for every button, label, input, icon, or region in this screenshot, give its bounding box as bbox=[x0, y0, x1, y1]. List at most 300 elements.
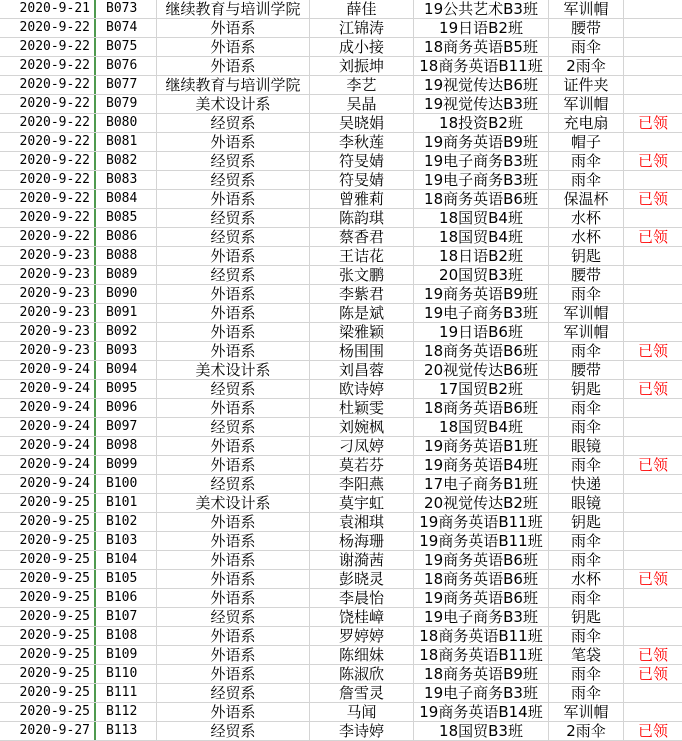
department-cell[interactable]: 外语系 bbox=[157, 532, 310, 550]
table-row bbox=[0, 228, 682, 247]
name-cell[interactable]: 刘婉枫 bbox=[310, 418, 414, 436]
class-cell[interactable]: 17国贸B2班 bbox=[414, 380, 549, 398]
table-row bbox=[0, 551, 682, 570]
date-cell[interactable]: 2020-9-22 bbox=[0, 209, 96, 227]
item-cell[interactable]: 雨伞 bbox=[549, 152, 624, 170]
date-cell[interactable]: 2020-9-25 bbox=[0, 703, 96, 721]
date-cell[interactable]: 2020-9-22 bbox=[0, 228, 96, 246]
name-cell[interactable]: 马闻 bbox=[310, 703, 414, 721]
status-cell[interactable] bbox=[624, 608, 682, 626]
status-cell[interactable]: 已领 bbox=[637, 380, 668, 398]
table-row bbox=[0, 475, 682, 494]
code-cell[interactable]: B106 bbox=[96, 589, 157, 607]
item-cell[interactable]: 雨伞 bbox=[549, 532, 624, 550]
item-cell[interactable]: 雨伞 bbox=[549, 38, 624, 56]
class-cell[interactable]: 19商务英语B11班 bbox=[414, 513, 549, 531]
date-cell[interactable]: 2020-9-22 bbox=[0, 190, 96, 208]
date-cell[interactable]: 2020-9-23 bbox=[0, 266, 96, 284]
code-cell[interactable]: B112 bbox=[96, 703, 157, 721]
department-cell[interactable]: 经贸系 bbox=[157, 152, 310, 170]
date-cell[interactable]: 2020-9-22 bbox=[0, 133, 96, 151]
department-cell[interactable]: 外语系 bbox=[157, 38, 310, 56]
code-cell[interactable]: B076 bbox=[96, 57, 157, 75]
class-cell[interactable]: 19商务英语B4班 bbox=[414, 456, 549, 474]
name-cell[interactable]: 莫若芬 bbox=[310, 456, 414, 474]
name-cell[interactable]: 符旻婧 bbox=[310, 152, 414, 170]
date-cell[interactable]: 2020-9-25 bbox=[0, 684, 96, 702]
date-cell[interactable]: 2020-9-22 bbox=[0, 114, 96, 132]
date-cell[interactable]: 2020-9-25 bbox=[0, 532, 96, 550]
item-cell[interactable]: 雨伞 bbox=[549, 418, 624, 436]
class-cell[interactable]: 19电子商务B3班 bbox=[414, 684, 549, 702]
name-cell[interactable]: 刘振坤 bbox=[310, 57, 414, 75]
table-row bbox=[0, 494, 682, 513]
date-cell[interactable]: 2020-9-24 bbox=[0, 437, 96, 455]
item-cell[interactable]: 军训帽 bbox=[549, 0, 624, 18]
department-cell[interactable]: 外语系 bbox=[157, 399, 310, 417]
item-cell[interactable]: 腰带 bbox=[549, 19, 624, 37]
status-cell[interactable] bbox=[624, 95, 682, 113]
table-row bbox=[0, 247, 682, 266]
class-cell[interactable]: 18商务英语B6班 bbox=[414, 399, 549, 417]
code-cell[interactable]: B077 bbox=[96, 76, 157, 94]
item-cell[interactable]: 雨伞 bbox=[549, 551, 624, 569]
item-cell[interactable]: 雨伞 bbox=[549, 171, 624, 189]
table-row bbox=[0, 285, 682, 304]
department-cell[interactable]: 外语系 bbox=[157, 456, 310, 474]
department-cell[interactable]: 外语系 bbox=[157, 57, 310, 75]
name-cell[interactable]: 杜颖雯 bbox=[310, 399, 414, 417]
code-cell[interactable]: B098 bbox=[96, 437, 157, 455]
class-cell[interactable]: 19商务英语B9班 bbox=[414, 285, 549, 303]
name-cell[interactable]: 梁雅颖 bbox=[310, 323, 414, 341]
code-cell[interactable]: B093 bbox=[96, 342, 157, 360]
code-cell[interactable]: B079 bbox=[96, 95, 157, 113]
item-cell[interactable]: 证件夹 bbox=[549, 76, 624, 94]
department-cell[interactable]: 外语系 bbox=[157, 589, 310, 607]
item-cell[interactable]: 钥匙 bbox=[549, 380, 624, 398]
table-row bbox=[0, 0, 682, 19]
code-cell[interactable]: B113 bbox=[96, 722, 157, 740]
item-cell[interactable]: 雨伞 bbox=[549, 665, 624, 683]
code-cell[interactable]: B096 bbox=[96, 399, 157, 417]
item-cell[interactable]: 笔袋 bbox=[549, 646, 624, 664]
code-cell[interactable]: B075 bbox=[96, 38, 157, 56]
date-cell[interactable]: 2020-9-25 bbox=[0, 608, 96, 626]
date-cell[interactable]: 2020-9-25 bbox=[0, 665, 96, 683]
class-cell[interactable]: 18商务英语B6班 bbox=[414, 190, 549, 208]
class-cell[interactable]: 18国贸B4班 bbox=[414, 418, 549, 436]
item-cell[interactable]: 军训帽 bbox=[549, 304, 624, 322]
date-cell[interactable]: 2020-9-22 bbox=[0, 76, 96, 94]
status-cell[interactable] bbox=[624, 133, 682, 151]
item-cell[interactable]: 钥匙 bbox=[549, 513, 624, 531]
date-cell[interactable]: 2020-9-23 bbox=[0, 304, 96, 322]
department-cell[interactable]: 继续教育与培训学院 bbox=[157, 76, 310, 94]
item-cell[interactable]: 雨伞 bbox=[549, 342, 624, 360]
item-cell[interactable]: 2雨伞 bbox=[549, 722, 624, 740]
department-cell[interactable]: 外语系 bbox=[157, 342, 310, 360]
date-cell[interactable]: 2020-9-23 bbox=[0, 285, 96, 303]
department-cell[interactable]: 外语系 bbox=[157, 703, 310, 721]
code-cell[interactable]: B089 bbox=[96, 266, 157, 284]
class-cell[interactable]: 18商务英语B11班 bbox=[414, 627, 549, 645]
department-cell[interactable]: 外语系 bbox=[157, 551, 310, 569]
code-cell[interactable]: B108 bbox=[96, 627, 157, 645]
code-cell[interactable]: B073 bbox=[96, 0, 157, 18]
department-cell[interactable]: 经贸系 bbox=[157, 475, 310, 493]
class-cell[interactable]: 19电子商务B3班 bbox=[414, 152, 549, 170]
status-cell[interactable]: 已领 bbox=[637, 114, 668, 132]
table-row bbox=[0, 532, 682, 551]
name-cell[interactable]: 彭晓灵 bbox=[310, 570, 414, 588]
table-row bbox=[0, 722, 682, 741]
department-cell[interactable]: 外语系 bbox=[157, 665, 310, 683]
status-cell[interactable] bbox=[624, 171, 682, 189]
class-cell[interactable]: 18商务英语B9班 bbox=[414, 665, 549, 683]
name-cell[interactable]: 李紫君 bbox=[310, 285, 414, 303]
code-cell[interactable]: B085 bbox=[96, 209, 157, 227]
class-cell[interactable]: 19电子商务B3班 bbox=[414, 304, 549, 322]
status-cell[interactable] bbox=[624, 703, 682, 721]
table-row bbox=[0, 684, 682, 703]
date-cell[interactable]: 2020-9-22 bbox=[0, 152, 96, 170]
table-row bbox=[0, 209, 682, 228]
name-cell[interactable]: 薛佳 bbox=[310, 0, 414, 18]
class-cell[interactable]: 19日语B2班 bbox=[414, 19, 549, 37]
item-cell[interactable]: 军训帽 bbox=[549, 95, 624, 113]
date-cell[interactable]: 2020-9-25 bbox=[0, 570, 96, 588]
status-cell[interactable]: 已领 bbox=[637, 228, 668, 246]
class-cell[interactable]: 18商务英语B6班 bbox=[414, 570, 549, 588]
item-cell[interactable]: 快递 bbox=[549, 475, 624, 493]
status-cell[interactable] bbox=[624, 323, 682, 341]
department-cell[interactable]: 外语系 bbox=[157, 19, 310, 37]
status-cell[interactable]: 已领 bbox=[637, 190, 668, 208]
status-cell[interactable]: 已领 bbox=[637, 665, 668, 683]
department-cell[interactable]: 经贸系 bbox=[157, 209, 310, 227]
code-cell[interactable]: B080 bbox=[96, 114, 157, 132]
code-cell[interactable]: B084 bbox=[96, 190, 157, 208]
date-cell[interactable]: 2020-9-25 bbox=[0, 589, 96, 607]
table-row bbox=[0, 38, 682, 57]
item-cell[interactable]: 雨伞 bbox=[549, 456, 624, 474]
item-cell[interactable]: 水杯 bbox=[549, 228, 624, 246]
name-cell[interactable]: 谢漪茜 bbox=[310, 551, 414, 569]
date-cell[interactable]: 2020-9-25 bbox=[0, 513, 96, 531]
class-cell[interactable]: 20视觉传达B2班 bbox=[414, 494, 549, 512]
date-cell[interactable]: 2020-9-25 bbox=[0, 646, 96, 664]
name-cell[interactable]: 陈细妹 bbox=[310, 646, 414, 664]
class-cell[interactable]: 19视觉传达B6班 bbox=[414, 76, 549, 94]
department-cell[interactable]: 经贸系 bbox=[157, 684, 310, 702]
class-cell[interactable]: 19视觉传达B3班 bbox=[414, 95, 549, 113]
item-cell[interactable]: 2雨伞 bbox=[549, 57, 624, 75]
status-cell[interactable] bbox=[624, 551, 682, 569]
name-cell[interactable]: 王诘花 bbox=[310, 247, 414, 265]
item-cell[interactable]: 钥匙 bbox=[549, 608, 624, 626]
code-cell[interactable]: B105 bbox=[96, 570, 157, 588]
item-cell[interactable]: 雨伞 bbox=[549, 399, 624, 417]
name-cell[interactable]: 饶桂嶂 bbox=[310, 608, 414, 626]
status-cell[interactable]: 已领 bbox=[637, 570, 668, 588]
name-cell[interactable]: 刘昌蓉 bbox=[310, 361, 414, 379]
status-cell[interactable] bbox=[624, 437, 682, 455]
code-cell[interactable]: B100 bbox=[96, 475, 157, 493]
class-cell[interactable]: 20视觉传达B6班 bbox=[414, 361, 549, 379]
status-cell[interactable] bbox=[624, 0, 682, 18]
department-cell[interactable]: 外语系 bbox=[157, 133, 310, 151]
status-cell[interactable]: 已领 bbox=[637, 456, 668, 474]
department-cell[interactable]: 外语系 bbox=[157, 627, 310, 645]
name-cell[interactable]: 成小接 bbox=[310, 38, 414, 56]
item-cell[interactable]: 水杯 bbox=[549, 570, 624, 588]
table-row bbox=[0, 399, 682, 418]
date-cell[interactable]: 2020-9-23 bbox=[0, 247, 96, 265]
name-cell[interactable]: 欧诗婷 bbox=[310, 380, 414, 398]
name-cell[interactable]: 袁湘琪 bbox=[310, 513, 414, 531]
department-cell[interactable]: 经贸系 bbox=[157, 266, 310, 284]
name-cell[interactable]: 杨围围 bbox=[310, 342, 414, 360]
date-cell[interactable]: 2020-9-22 bbox=[0, 38, 96, 56]
code-cell[interactable]: B092 bbox=[96, 323, 157, 341]
class-cell[interactable]: 19商务英语B11班 bbox=[414, 532, 549, 550]
status-cell[interactable] bbox=[624, 361, 682, 379]
status-cell[interactable] bbox=[624, 475, 682, 493]
class-cell[interactable]: 19商务英语B14班 bbox=[414, 703, 549, 721]
code-cell[interactable]: B090 bbox=[96, 285, 157, 303]
class-cell[interactable]: 20国贸B3班 bbox=[414, 266, 549, 284]
code-cell[interactable]: B107 bbox=[96, 608, 157, 626]
code-cell[interactable]: B097 bbox=[96, 418, 157, 436]
date-cell[interactable]: 2020-9-27 bbox=[0, 722, 96, 740]
date-cell[interactable]: 2020-9-25 bbox=[0, 494, 96, 512]
item-cell[interactable]: 保温杯 bbox=[549, 190, 624, 208]
status-cell[interactable] bbox=[624, 684, 682, 702]
code-cell[interactable]: B104 bbox=[96, 551, 157, 569]
item-cell[interactable]: 雨伞 bbox=[549, 589, 624, 607]
department-cell[interactable]: 继续教育与培训学院 bbox=[157, 0, 310, 18]
status-cell[interactable] bbox=[624, 57, 682, 75]
code-cell[interactable]: B103 bbox=[96, 532, 157, 550]
status-cell[interactable] bbox=[624, 532, 682, 550]
code-cell[interactable]: B109 bbox=[96, 646, 157, 664]
date-cell[interactable]: 2020-9-24 bbox=[0, 399, 96, 417]
class-cell[interactable]: 19商务英语B6班 bbox=[414, 589, 549, 607]
table-row bbox=[0, 361, 682, 380]
item-cell[interactable]: 军训帽 bbox=[549, 703, 624, 721]
table-row bbox=[0, 114, 682, 133]
name-cell[interactable]: 詹雪灵 bbox=[310, 684, 414, 702]
name-cell[interactable]: 杨海珊 bbox=[310, 532, 414, 550]
code-cell[interactable]: B102 bbox=[96, 513, 157, 531]
item-cell[interactable]: 腰带 bbox=[549, 266, 624, 284]
code-cell[interactable]: B086 bbox=[96, 228, 157, 246]
code-cell[interactable]: B081 bbox=[96, 133, 157, 151]
department-cell[interactable]: 经贸系 bbox=[157, 114, 310, 132]
table-row bbox=[0, 171, 682, 190]
name-cell[interactable]: 张文鹏 bbox=[310, 266, 414, 284]
name-cell[interactable]: 江锦涛 bbox=[310, 19, 414, 37]
status-cell[interactable] bbox=[624, 513, 682, 531]
department-cell[interactable]: 经贸系 bbox=[157, 380, 310, 398]
department-cell[interactable]: 经贸系 bbox=[157, 228, 310, 246]
table-row bbox=[0, 266, 682, 285]
status-cell[interactable] bbox=[624, 76, 682, 94]
date-cell[interactable]: 2020-9-22 bbox=[0, 171, 96, 189]
date-cell[interactable]: 2020-9-22 bbox=[0, 95, 96, 113]
status-cell[interactable] bbox=[624, 589, 682, 607]
item-cell[interactable]: 钥匙 bbox=[549, 247, 624, 265]
table-row bbox=[0, 627, 682, 646]
name-cell[interactable]: 曾雅莉 bbox=[310, 190, 414, 208]
class-cell[interactable]: 19公共艺术B3班 bbox=[414, 0, 549, 18]
code-cell[interactable]: B111 bbox=[96, 684, 157, 702]
class-cell[interactable]: 18国贸B4班 bbox=[414, 228, 549, 246]
table-row bbox=[0, 133, 682, 152]
department-cell[interactable]: 外语系 bbox=[157, 513, 310, 531]
department-cell[interactable]: 经贸系 bbox=[157, 418, 310, 436]
name-cell[interactable]: 陈韵琪 bbox=[310, 209, 414, 227]
status-cell[interactable] bbox=[624, 399, 682, 417]
department-cell[interactable]: 美术设计系 bbox=[157, 494, 310, 512]
class-cell[interactable]: 18国贸B3班 bbox=[414, 722, 549, 740]
code-cell[interactable]: B082 bbox=[96, 152, 157, 170]
date-cell[interactable]: 2020-9-24 bbox=[0, 418, 96, 436]
date-cell[interactable]: 2020-9-23 bbox=[0, 323, 96, 341]
name-cell[interactable]: 罗婷婷 bbox=[310, 627, 414, 645]
class-cell[interactable]: 17电子商务B1班 bbox=[414, 475, 549, 493]
item-cell[interactable]: 雨伞 bbox=[549, 684, 624, 702]
name-cell[interactable]: 陈淑欣 bbox=[310, 665, 414, 683]
date-cell[interactable]: 2020-9-24 bbox=[0, 456, 96, 474]
date-cell[interactable]: 2020-9-24 bbox=[0, 380, 96, 398]
name-cell[interactable]: 李阳燕 bbox=[310, 475, 414, 493]
status-cell[interactable] bbox=[624, 19, 682, 37]
class-cell[interactable]: 18商务英语B6班 bbox=[414, 342, 549, 360]
department-cell[interactable]: 外语系 bbox=[157, 247, 310, 265]
date-cell[interactable]: 2020-9-21 bbox=[0, 0, 96, 18]
date-cell[interactable]: 2020-9-25 bbox=[0, 551, 96, 569]
table-row bbox=[0, 437, 682, 456]
department-cell[interactable]: 外语系 bbox=[157, 570, 310, 588]
department-cell[interactable]: 美术设计系 bbox=[157, 361, 310, 379]
code-cell[interactable]: B091 bbox=[96, 304, 157, 322]
item-cell[interactable]: 雨伞 bbox=[549, 285, 624, 303]
table-row bbox=[0, 95, 682, 114]
status-cell[interactable] bbox=[624, 627, 682, 645]
date-cell[interactable]: 2020-9-24 bbox=[0, 361, 96, 379]
class-cell[interactable]: 18日语B2班 bbox=[414, 247, 549, 265]
department-cell[interactable]: 外语系 bbox=[157, 323, 310, 341]
class-cell[interactable]: 18国贸B4班 bbox=[414, 209, 549, 227]
code-cell[interactable]: B094 bbox=[96, 361, 157, 379]
status-cell[interactable] bbox=[624, 266, 682, 284]
item-cell[interactable]: 水杯 bbox=[549, 209, 624, 227]
code-cell[interactable]: B095 bbox=[96, 380, 157, 398]
class-cell[interactable]: 19商务英语B6班 bbox=[414, 551, 549, 569]
name-cell[interactable]: 吴晶 bbox=[310, 95, 414, 113]
table-row bbox=[0, 589, 682, 608]
date-cell[interactable]: 2020-9-22 bbox=[0, 19, 96, 37]
department-cell[interactable]: 外语系 bbox=[157, 304, 310, 322]
name-cell[interactable]: 李晨怡 bbox=[310, 589, 414, 607]
status-cell[interactable] bbox=[624, 247, 682, 265]
item-cell[interactable]: 眼镜 bbox=[549, 437, 624, 455]
item-cell[interactable]: 军训帽 bbox=[549, 323, 624, 341]
name-cell[interactable]: 蔡香君 bbox=[310, 228, 414, 246]
name-cell[interactable]: 陈是斌 bbox=[310, 304, 414, 322]
status-cell[interactable]: 已领 bbox=[637, 342, 668, 360]
table-row bbox=[0, 342, 682, 361]
code-cell[interactable]: B074 bbox=[96, 19, 157, 37]
class-cell[interactable]: 19电子商务B3班 bbox=[414, 608, 549, 626]
code-cell[interactable]: B099 bbox=[96, 456, 157, 474]
item-cell[interactable]: 眼镜 bbox=[549, 494, 624, 512]
status-cell[interactable] bbox=[624, 418, 682, 436]
status-cell[interactable] bbox=[624, 38, 682, 56]
department-cell[interactable]: 经贸系 bbox=[157, 608, 310, 626]
name-cell[interactable]: 李秋莲 bbox=[310, 133, 414, 151]
class-cell[interactable]: 18商务英语B11班 bbox=[414, 57, 549, 75]
date-cell[interactable]: 2020-9-25 bbox=[0, 627, 96, 645]
name-cell[interactable]: 刁凤婷 bbox=[310, 437, 414, 455]
name-cell[interactable]: 符旻婧 bbox=[310, 171, 414, 189]
class-cell[interactable]: 19日语B6班 bbox=[414, 323, 549, 341]
item-cell[interactable]: 雨伞 bbox=[549, 627, 624, 645]
department-cell[interactable]: 经贸系 bbox=[157, 171, 310, 189]
code-cell[interactable]: B088 bbox=[96, 247, 157, 265]
department-cell[interactable]: 经贸系 bbox=[157, 722, 310, 740]
department-cell[interactable]: 外语系 bbox=[157, 285, 310, 303]
table-row bbox=[0, 380, 682, 399]
item-cell[interactable]: 充电扇 bbox=[549, 114, 624, 132]
status-cell[interactable] bbox=[624, 304, 682, 322]
status-cell[interactable]: 已领 bbox=[637, 722, 668, 740]
status-cell[interactable] bbox=[624, 494, 682, 512]
class-cell[interactable]: 18商务英语B5班 bbox=[414, 38, 549, 56]
department-cell[interactable]: 外语系 bbox=[157, 646, 310, 664]
name-cell[interactable]: 李艺 bbox=[310, 76, 414, 94]
class-cell[interactable]: 19电子商务B3班 bbox=[414, 171, 549, 189]
name-cell[interactable]: 吴晓娟 bbox=[310, 114, 414, 132]
status-cell[interactable] bbox=[624, 285, 682, 303]
status-cell[interactable]: 已领 bbox=[637, 646, 668, 664]
department-cell[interactable]: 外语系 bbox=[157, 437, 310, 455]
status-cell[interactable] bbox=[624, 209, 682, 227]
class-cell[interactable]: 19商务英语B9班 bbox=[414, 133, 549, 151]
date-cell[interactable]: 2020-9-23 bbox=[0, 342, 96, 360]
date-cell[interactable]: 2020-9-24 bbox=[0, 475, 96, 493]
code-cell[interactable]: B101 bbox=[96, 494, 157, 512]
date-cell[interactable]: 2020-9-22 bbox=[0, 57, 96, 75]
department-cell[interactable]: 外语系 bbox=[157, 190, 310, 208]
table-row bbox=[0, 19, 682, 38]
code-cell[interactable]: B083 bbox=[96, 171, 157, 189]
item-cell[interactable]: 帽子 bbox=[549, 133, 624, 151]
table-row bbox=[0, 152, 682, 171]
name-cell[interactable]: 莫宇虹 bbox=[310, 494, 414, 512]
code-cell[interactable]: B110 bbox=[96, 665, 157, 683]
class-cell[interactable]: 18商务英语B11班 bbox=[414, 646, 549, 664]
class-cell[interactable]: 19商务英语B1班 bbox=[414, 437, 549, 455]
name-cell[interactable]: 李诗婷 bbox=[310, 722, 414, 740]
item-cell[interactable]: 腰带 bbox=[549, 361, 624, 379]
department-cell[interactable]: 美术设计系 bbox=[157, 95, 310, 113]
status-cell[interactable]: 已领 bbox=[637, 152, 668, 170]
class-cell[interactable]: 18投资B2班 bbox=[414, 114, 549, 132]
table-row bbox=[0, 513, 682, 532]
